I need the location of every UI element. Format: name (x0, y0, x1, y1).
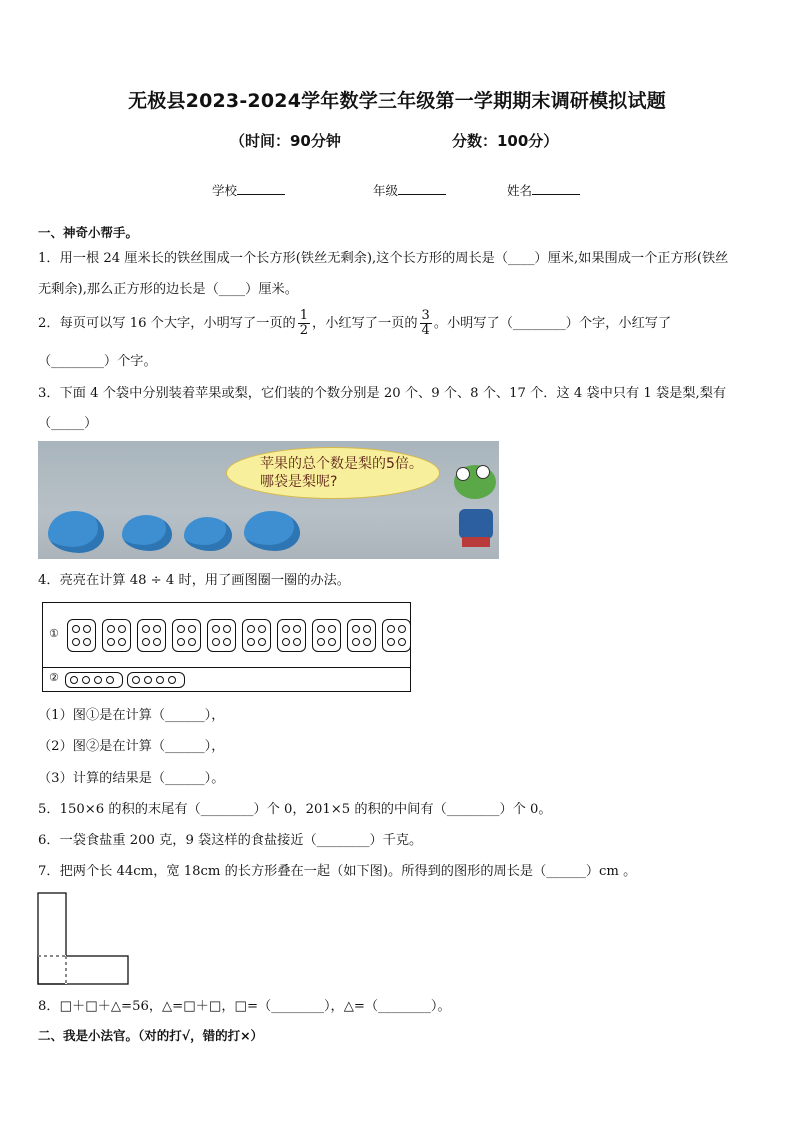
q3-illustration (38, 441, 499, 559)
school-field[interactable] (212, 181, 285, 199)
group-of-four-box (137, 619, 166, 652)
school-label: 学校 (212, 183, 238, 198)
name-label: 姓名 (507, 183, 533, 198)
q2-line1 (38, 309, 671, 338)
q1-line2: 无剩余),那么正方形的边长是（____）厘米。 (38, 282, 298, 297)
q8: 8．□＋□＋△=56，△=□＋□，□=（________），△=（________）。 (38, 999, 451, 1014)
fraction-three-quarters: $\frac{3}{4}$ (421, 308, 430, 338)
group-of-four-box (277, 619, 306, 652)
group-of-four-box (207, 619, 236, 652)
q6: 6．一袋食盐重 200 克，9 袋这样的食盐接近（________）千克。 (38, 833, 423, 848)
q1-line1: 1．用一根 24 厘米长的铁丝围成一个长方形(铁丝无剩余),这个长方形的周长是（____）厘米,如果围成一个正方形(铁丝 (38, 251, 729, 266)
exam-time: （时间：90分钟 (230, 132, 341, 150)
figure-row-2 (43, 667, 410, 691)
q3-line1: 3．下面 4 个袋中分别装着苹果或梨，它们装的个数分别是 20 个、9 个、8 个、17 个．这 4 袋中只有 1 袋是梨,梨有 (38, 386, 727, 401)
figure-row-1 (43, 603, 410, 668)
bag-icon (244, 511, 300, 551)
group-of-four-box (67, 619, 96, 652)
section2-title: 二、我是小法官。（对的打√，错的打×） (38, 1028, 264, 1043)
q4-sub2: （2）图②是在计算（______）， (38, 739, 225, 754)
group-of-four-box (102, 619, 131, 652)
q4-line: 4．亮亮在计算 48 ÷ 4 时，用了画图圈一圈的办法。 (38, 573, 350, 588)
section1-title: 一、神奇小帮手。 (38, 225, 139, 240)
group-of-four-box (347, 619, 376, 652)
group-of-four-box (172, 619, 201, 652)
q7-rectangles-figure (36, 890, 132, 988)
q2-text-part1: 2．每页可以写 16 个大字，小明写了一页的 (38, 316, 296, 331)
group-of-four-box (382, 619, 411, 652)
q4-figure (42, 602, 411, 692)
page-title: 无极县2023-2024学年数学三年级第一学期期末调研模拟试题 (128, 90, 666, 112)
figure-label-1: ① (49, 627, 59, 640)
group-of-four-oval (127, 672, 185, 688)
grade-blank[interactable] (398, 182, 446, 195)
fraction-one-half: $\frac{1}{2}$ (299, 308, 309, 338)
exam-score: 分数：100分） (452, 132, 559, 150)
q2-line2: （________）个字。 (38, 354, 157, 369)
group-of-four-box (312, 619, 341, 652)
q2-text-part2: ，小红写了一页的 (312, 316, 418, 331)
name-field[interactable] (507, 181, 580, 199)
grade-label: 年级 (373, 183, 399, 198)
q4-sub3: （3）计算的结果是（______）。 (38, 771, 225, 786)
q2-text-part3: 。小明写了（________）个字，小红写了 (433, 316, 672, 331)
name-blank[interactable] (532, 182, 580, 195)
q7: 7．把两个长 44cm，宽 18cm 的长方形叠在一起（如下图)。所得到的图形的周长是（______）cm 。 (38, 864, 637, 879)
frog-icon (459, 509, 493, 539)
bag-icon (122, 515, 172, 551)
figure-label-2: ② (49, 671, 59, 684)
bag-icon (184, 517, 232, 551)
q5: 5．150×6 的积的末尾有（________）个 0，201×5 的积的中间有（________）个 0。 (38, 802, 552, 817)
school-blank[interactable] (237, 182, 285, 195)
grade-field[interactable] (373, 181, 446, 199)
q3-line2: （_____） (38, 416, 98, 431)
q4-sub1: （1）图①是在计算（______）， (38, 708, 225, 723)
group-of-four-oval (65, 672, 123, 688)
bag-icon (48, 511, 104, 553)
group-of-four-box (242, 619, 271, 652)
speech-bubble-text: 苹果的总个数是梨的5倍。 哪袋是梨呢? (260, 456, 423, 490)
